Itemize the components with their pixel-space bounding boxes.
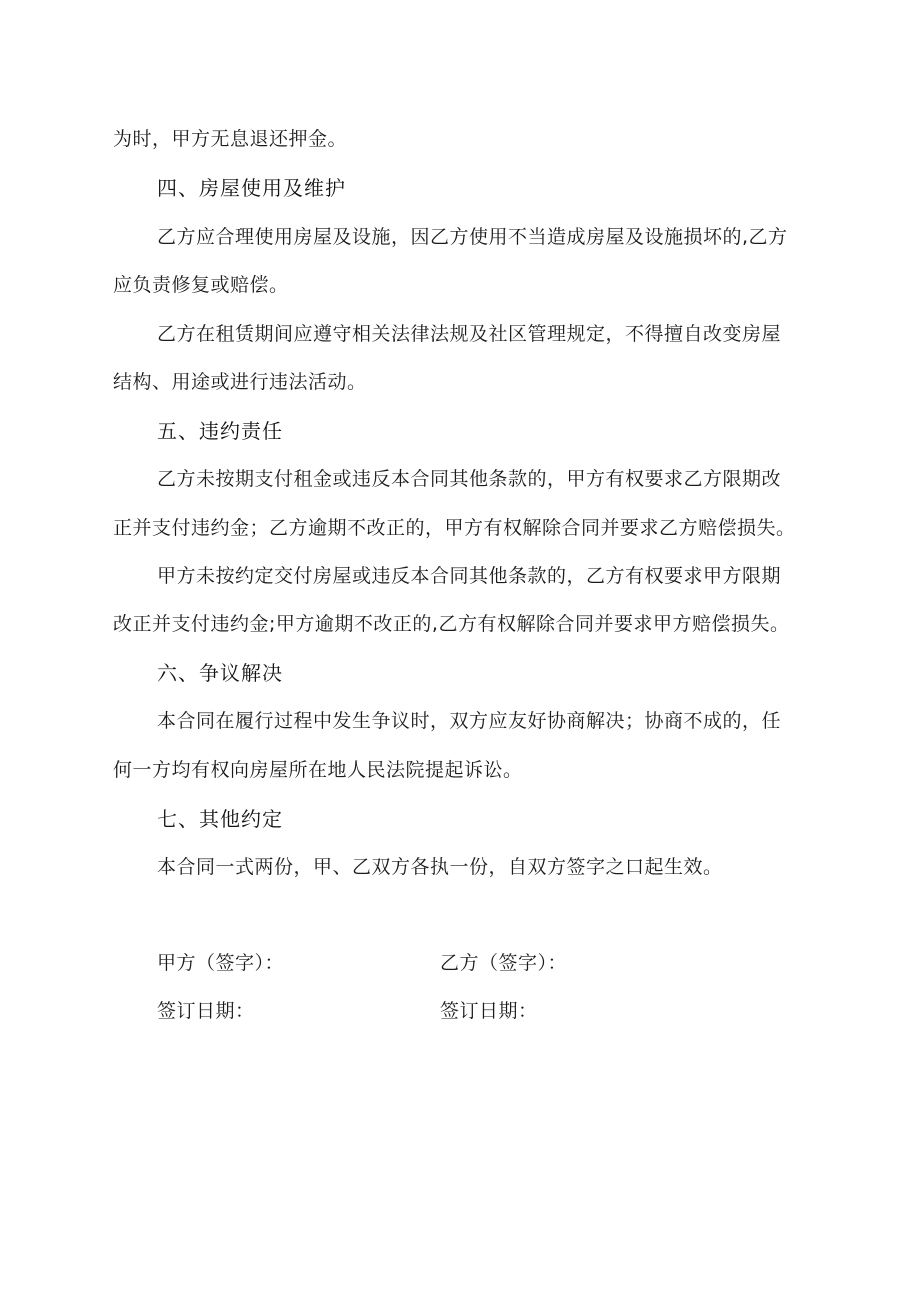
- party-a-signature-label: 甲方（签字）：: [157, 952, 285, 974]
- section-5-p2-line1: 甲方未按约定交付房屋或违反本合同其他条款的，乙方有权要求甲方限期: [157, 565, 782, 587]
- section-6-p1-line2: 何一方均有权向房屋所在地人民法院提起诉讼。: [113, 759, 523, 781]
- section-4-p1-line2: 应负责修复或赔偿。: [113, 274, 289, 296]
- section-7-heading: 七、其他约定: [157, 807, 283, 831]
- party-a-date-label: 签订日期：: [157, 1000, 255, 1022]
- section-4-heading: 四、房屋使用及维护: [157, 176, 346, 200]
- section-4-p2-line2: 结构、用途或进行违法活动。: [113, 371, 367, 393]
- section-5-heading: 五、违约责任: [157, 419, 283, 443]
- section-7-p1-line1: 本合同一式两份，甲、乙双方各执一份，自双方签字之口起生效。: [157, 856, 723, 878]
- section-5-p1-line1: 乙方未按期支付租金或违反本合同其他条款的，甲方有权要求乙方限期改: [157, 468, 782, 490]
- party-b-date-label: 签订日期：: [440, 1000, 538, 1022]
- section-5-p1-line2: 正并支付违约金；乙方逾期不改正的，甲方有权解除合同并要求乙方赔偿损失。: [113, 517, 796, 539]
- party-b-signature-label: 乙方（签字）：: [440, 952, 568, 974]
- section-5-p2-line2: 改正并支付违约金;甲方逾期不改正的,乙方有权解除合同并要求甲方赔偿损失。: [113, 613, 790, 635]
- section-4-p2-line1: 乙方在租赁期间应遵守相关法律法规及社区管理规定，不得擅自改变房屋: [157, 323, 782, 345]
- continuation-text: 为时，甲方无息退还押金。: [113, 128, 348, 150]
- section-4-p1-line1: 乙方应合理使用房屋及设施，因乙方使用不当造成房屋及设施损坏的,乙方: [157, 226, 788, 248]
- section-6-heading: 六、争议解决: [157, 661, 283, 685]
- section-6-p1-line1: 本合同在履行过程中发生争议时，双方应友好协商解决；协商不成的，任: [157, 710, 782, 732]
